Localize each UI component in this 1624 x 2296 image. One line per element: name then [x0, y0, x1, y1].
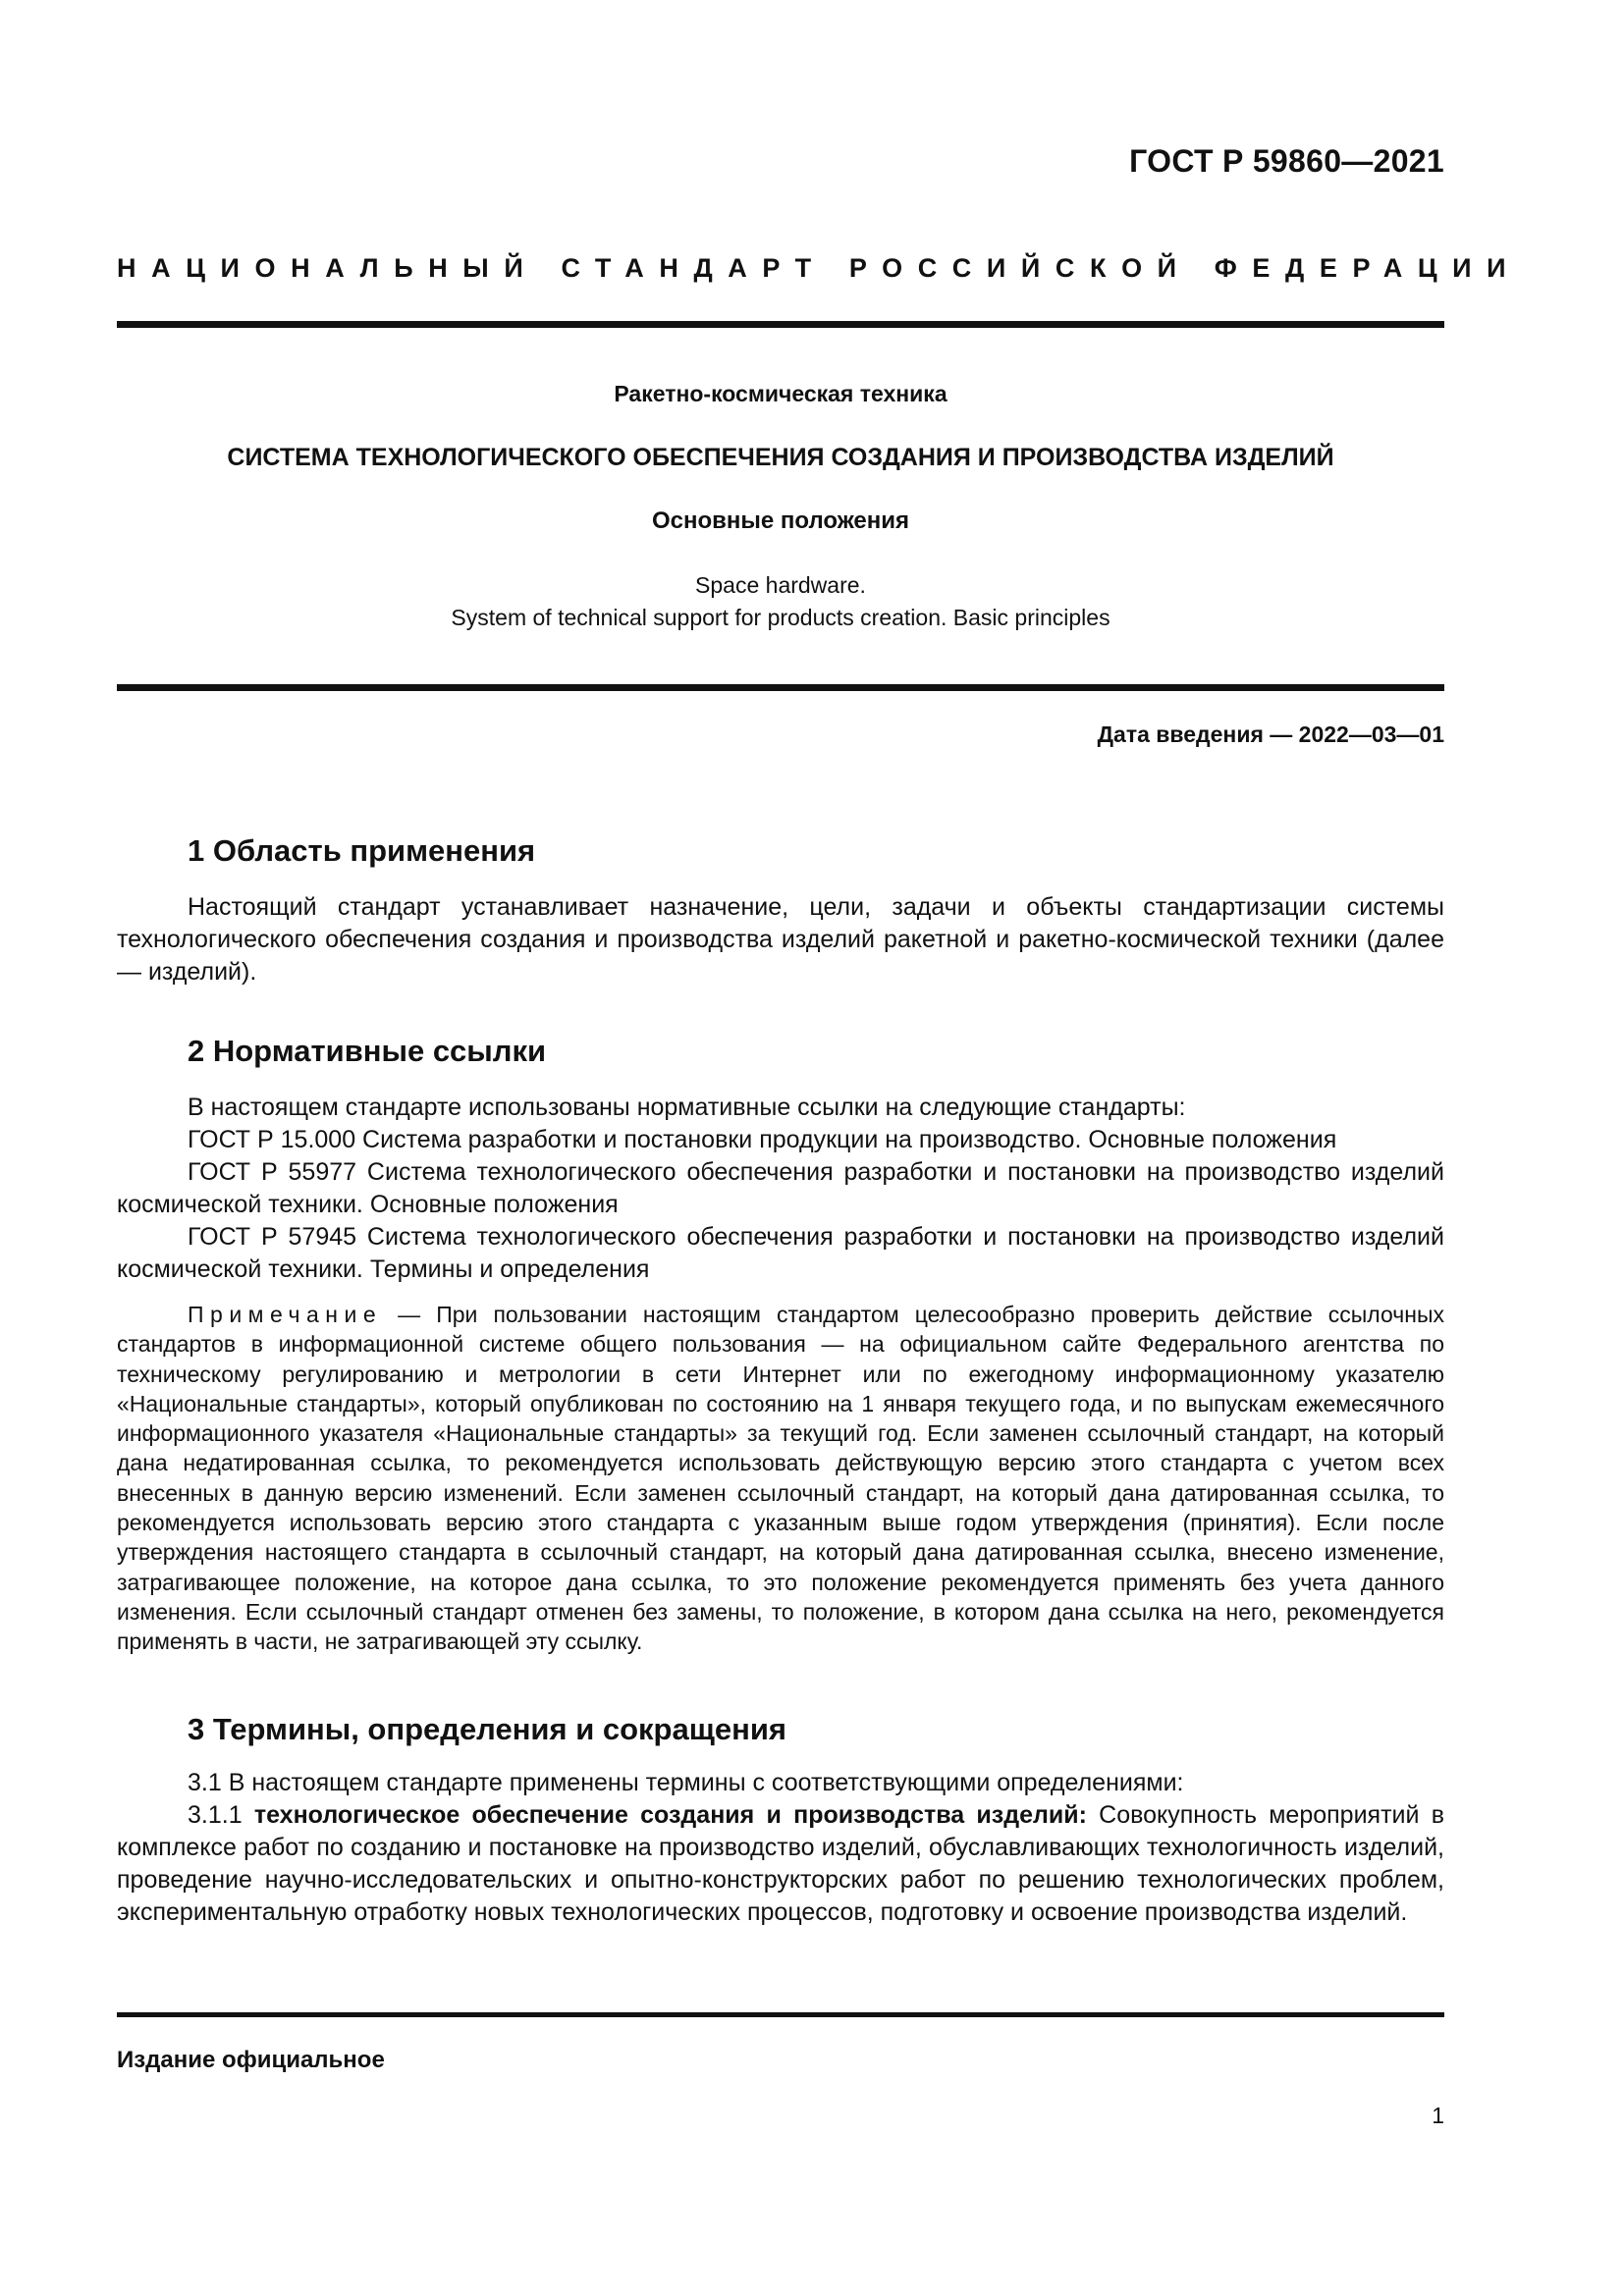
section-1-body — [117, 891, 1444, 988]
official-edition-label: Издание официальное — [117, 2047, 385, 2073]
reference-item: ГОСТ Р 15.000 Система разработки и постановки продукции на производство. Основные положения — [188, 1126, 1337, 1153]
title-block-divider — [117, 684, 1444, 691]
english-title-line-1: Space hardware. — [695, 572, 866, 598]
section-3-body — [117, 1767, 1444, 1929]
footer-divider — [117, 2012, 1444, 2017]
page-number: 1 — [1432, 2103, 1444, 2128]
note-label: Примечание — [188, 1302, 383, 1327]
note-text: — При пользовании настоящим стандартом целесообразно проверить действие ссылочных стандартов в информационной системе общего пользования — на официальном сайте Федерального агентства по техническому регулированию и метрологии в сети Интернет или по ежегодному информационному указателю «Национальные стандарты», который опубликован по состоянию на 1 января текущего года, и по выпускам ежемесячного информационного указателя «Национальные стандарты» за текущий год. Если заменен ссылочный стандарт, на который дана недатированная ссылка, то рекомендуется использовать действующую версию этого стандарта с учетом всех внесенных в данную версию изменений. Если заменен ссылочный стандарт, на который дана датированная ссылка, то рекомендуется использовать версию этого стандарта с указанным выше годом утверждения (принятия). Если после утверждения настоящего стандарта в ссылочный стандарт, на который дана датированная ссылка, внесено изменение, затрагивающее положение, на которое дана ссылка, то это положение рекомендуется применять без учета данного изменения. Если ссылочный стандарт отменен без замены, то положение, в котором дана ссылка на него, рекомендуется применять в части, не затрагивающей эту ссылку. — [117, 1302, 1444, 1655]
standard-subtitle: Основные положения — [651, 507, 910, 534]
section-3-heading: 3 Термины, определения и сокращения — [188, 1712, 786, 1746]
standard-title: СИСТЕМА ТЕХНОЛОГИЧЕСКОГО ОБЕСПЕЧЕНИЯ СОЗДАНИЯ И ПРОИЗВОДСТВА ИЗДЕЛИЙ — [227, 444, 1334, 471]
reference-item: ГОСТ Р 55977 Система технологического обеспечения разработки и постановки на производство изделий космической техники. Основные положения — [117, 1158, 1444, 1218]
note-block — [117, 1300, 1444, 1657]
term: технологическое обеспечение создания и производства изделий: — [253, 1801, 1087, 1829]
section-1-paragraph: Настоящий стандарт устанавливает назначение, цели, задачи и объекты стандартизации системы технологического обеспечения создания и производства изделий ракетной и ракетно-космической техники (далее — изделий). — [117, 893, 1444, 986]
section-2-heading: 2 Нормативные ссылки — [188, 1034, 547, 1068]
term-number: 3.1.1 — [188, 1801, 254, 1829]
english-title-line-2: System of technical support for products creation. Basic principles — [451, 605, 1110, 630]
section-1-heading: 1 Область применения — [188, 833, 536, 868]
reference-item: ГОСТ Р 57945 Система технологического обеспечения разработки и постановки на производство изделий космической техники. Термины и определения — [117, 1223, 1444, 1283]
document-number: ГОСТ Р 59860—2021 — [1129, 143, 1444, 179]
section-2-intro: В настоящем стандарте использованы нормативные ссылки на следующие стандарты: — [188, 1094, 1186, 1121]
introduction-date: Дата введения — 2022—03—01 — [1097, 721, 1444, 747]
section-2-body — [117, 1092, 1444, 1286]
section-3-paragraph-1: 3.1 В настоящем стандарте применены термины с соответствующими определениями: — [188, 1769, 1184, 1796]
definition: Совокупность мероприятий в комплексе работ по созданию и постановке на производство изделий, обуславливающих технологичность изделий, проведение научно-исследовательских и опытно-конструкторских работ по решению технологических проблем, экспериментальную отработку новых технологических процессов, подготовку и освоение производства изделий. — [117, 1801, 1444, 1926]
subject-area: Ракетно-космическая техника — [614, 381, 947, 406]
term-definition — [117, 1799, 1444, 1929]
national-standard-title: НАЦИОНАЛЬНЫЙ СТАНДАРТ РОССИЙСКОЙ ФЕДЕРАЦИИ — [117, 253, 1522, 283]
note-paragraph — [117, 1300, 1444, 1657]
english-title — [117, 569, 1444, 634]
top-divider — [117, 321, 1444, 328]
